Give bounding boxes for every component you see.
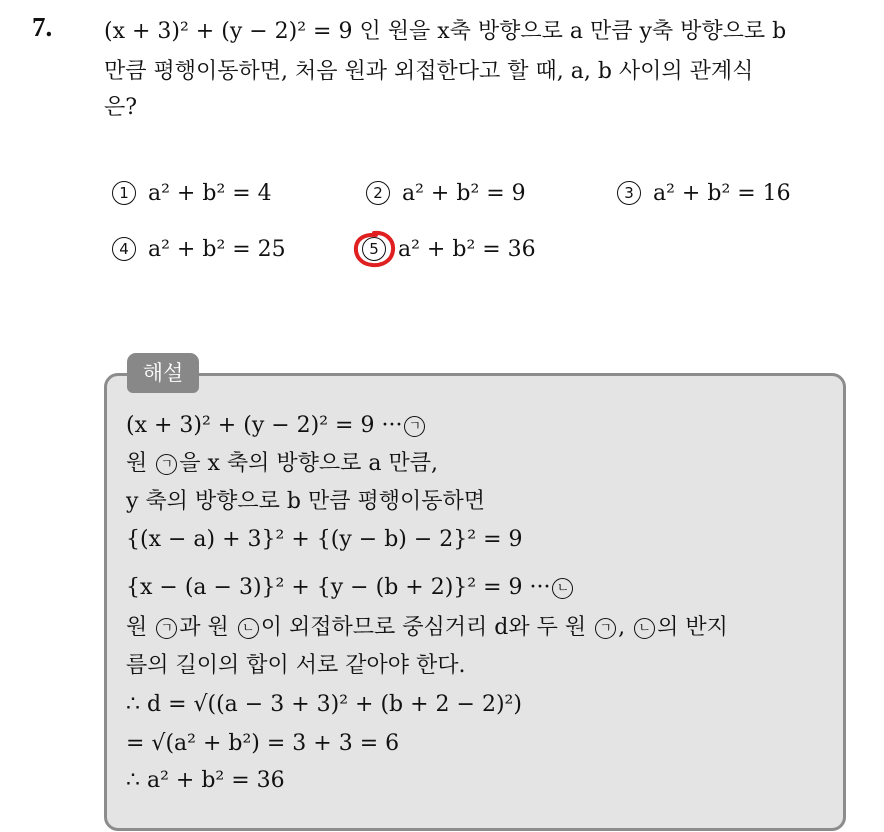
choice-4-number: 4: [112, 237, 136, 261]
question-number: 7.: [32, 12, 53, 42]
solution-line-6b: 과 원: [179, 615, 229, 640]
choice-1-text: a² + b² = 4: [148, 181, 272, 206]
question-line-3: 은?: [104, 95, 138, 120]
marker-b-circle: ㄴ: [634, 618, 655, 639]
choice-2-text: a² + b² = 9: [402, 181, 526, 206]
marker-b-circle: ㄴ: [552, 578, 573, 599]
solution-line-6: [126, 613, 728, 643]
solution-line-6d: ,: [618, 615, 626, 640]
choice-3-text: a² + b² = 16: [653, 181, 791, 206]
solution-line-6c: 이 외접하므로 중심거리 d와 두 원: [260, 615, 587, 640]
marker-a-circle: ㄱ: [404, 416, 425, 437]
choice-5-text: a² + b² = 36: [398, 237, 536, 262]
marker-a-circle: ㄱ: [156, 618, 177, 639]
solution-line-2: [126, 449, 438, 479]
solution-line-2b: 을 x 축의 방향으로 a 만큼,: [179, 451, 439, 476]
solution-line-5: [126, 573, 575, 603]
solution-line-9: = √(a² + b²) = 3 + 3 = 6: [126, 731, 400, 756]
solution-line-5-text: {x − (a − 3)}² + {y − (b + 2)}² = 9 ···: [126, 575, 551, 600]
solution-line-6a: 원: [126, 615, 148, 640]
solution-line-6e: 의 반지: [657, 615, 728, 640]
choice-2-number: 2: [366, 181, 390, 205]
solution-line-3: y 축의 방향으로 b 만큼 평행이동하면: [126, 489, 486, 514]
marker-b-circle: ㄴ: [238, 618, 259, 639]
answer-circle-mark: [352, 229, 396, 269]
question-line-1: (x + 3)² + (y − 2)² = 9 인 원을 x축 방향으로 a 만큼 y축 방향으로 b: [104, 19, 787, 44]
solution-line-8: ∴ d = √((a − 3 + 3)² + (b + 2 − 2)²): [126, 692, 522, 717]
solution-line-4: {(x − a) + 3}² + {(y − b) − 2}² = 9: [126, 527, 523, 552]
solution-line-7: 름의 길이의 합이 서로 같아야 한다.: [126, 653, 466, 678]
choice-3[interactable]: [617, 181, 791, 206]
marker-a-circle: ㄱ: [156, 454, 177, 475]
question-line-2: 만큼 평행이동하면, 처음 원과 외접한다고 할 때, a, b 사이의 관계식: [104, 59, 754, 84]
choice-1[interactable]: [112, 181, 272, 206]
solution-line-1: [126, 411, 427, 441]
solution-line-2a: 원: [126, 451, 148, 476]
choice-2[interactable]: [366, 181, 526, 206]
choice-4-text: a² + b² = 25: [148, 237, 286, 262]
choice-4[interactable]: [112, 237, 286, 262]
solution-line-10: ∴ a² + b² = 36: [126, 768, 285, 793]
choice-3-number: 3: [617, 181, 641, 205]
solution-label: 해설: [127, 353, 199, 393]
choice-1-number: 1: [112, 181, 136, 205]
marker-a-circle: ㄱ: [595, 618, 616, 639]
solution-line-1-text: (x + 3)² + (y − 2)² = 9 ···: [126, 413, 403, 438]
choice-5-number: 5: [362, 237, 386, 261]
